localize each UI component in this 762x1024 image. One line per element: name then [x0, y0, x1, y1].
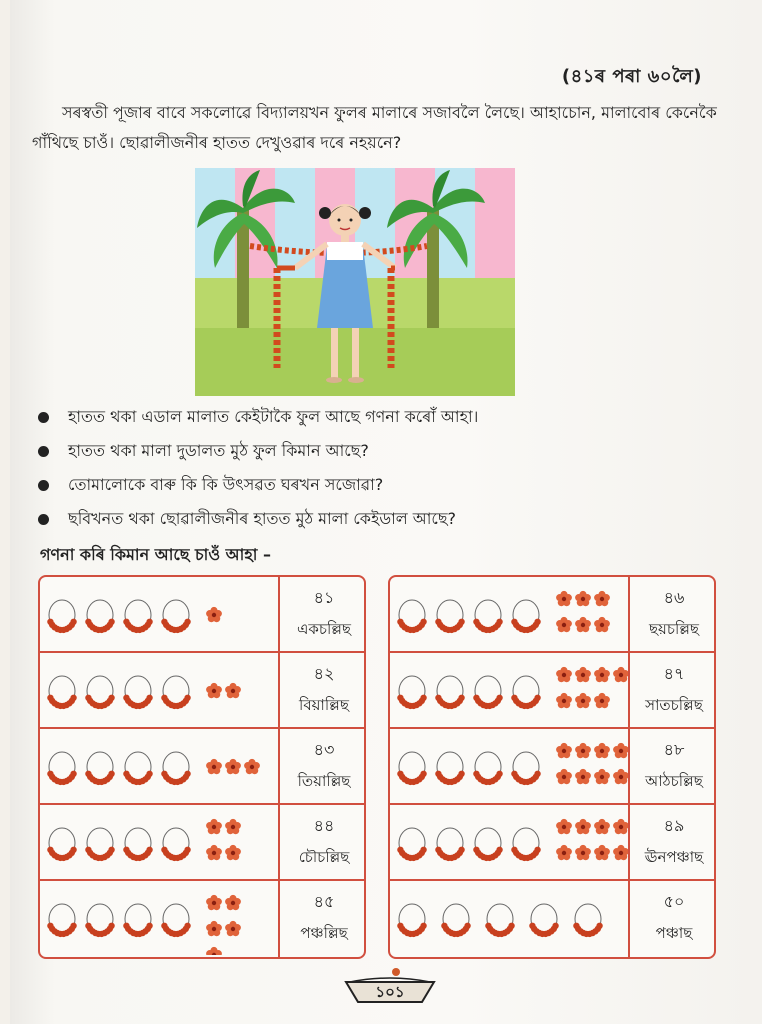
bullet-icon — [38, 480, 49, 491]
garland-icon — [473, 600, 503, 633]
garland-icon — [161, 904, 191, 937]
number-word: পঞ্চল্লিছ — [300, 924, 348, 942]
flower-icon — [225, 845, 241, 860]
number-label — [632, 729, 716, 803]
garland-icon — [123, 676, 153, 709]
count-row — [40, 577, 364, 653]
number-label — [282, 805, 366, 879]
flower-icon — [206, 921, 222, 936]
flower-icon — [244, 759, 260, 774]
intro-text: সৰস্বতী পূজাৰ বাবে সকলোৱে বিদ্যালয়খন ফুলৰ মালাৰে সজাবলৈ লৈছে। আহাচোন, মালাবোৰ কেনেকৈ গাঁথিছে চাওঁ। ছোৱালীজনীৰ হাতত দেখুওৱাৰ দৰে নহয়নে? — [32, 103, 717, 152]
garland-icon — [435, 752, 465, 785]
flower-icon — [206, 683, 222, 698]
number-word: চৌচল্লিছ — [298, 848, 350, 866]
flower-icon — [556, 617, 572, 632]
number-label — [632, 577, 716, 651]
garland-icon — [511, 752, 541, 785]
numeral: ৪৬ — [663, 588, 685, 607]
count-row — [390, 805, 714, 881]
garland-flower-picture — [390, 653, 630, 727]
flower-icon — [225, 759, 241, 774]
textbook-page — [10, 0, 762, 1024]
numeral: ৪৮ — [663, 740, 685, 759]
flower-icon — [594, 769, 610, 784]
number-label — [632, 805, 716, 879]
flower-icon — [613, 819, 628, 834]
counting-title: গণনা কৰি কিমান আছে চাওঁ আহা – — [40, 545, 271, 564]
garland-icon — [85, 752, 115, 785]
numeral: ৫০ — [663, 892, 685, 911]
garland-icon — [473, 676, 503, 709]
flower-icon — [225, 921, 241, 936]
flower-icon — [594, 693, 610, 708]
count-row — [390, 881, 714, 957]
flower-icon — [575, 667, 591, 682]
flower-icon — [594, 667, 610, 682]
garland-icon — [85, 676, 115, 709]
flower-icon — [594, 617, 610, 632]
flower-icon — [594, 743, 610, 758]
garland-flower-picture — [390, 577, 630, 651]
garland-flower-picture — [40, 653, 280, 727]
number-word: সাতচল্লিছ — [645, 696, 703, 714]
flower-icon — [613, 667, 628, 682]
garland-icon — [161, 676, 191, 709]
garland-icon — [47, 904, 77, 937]
flower-icon — [225, 819, 241, 834]
flower-icon — [556, 819, 572, 834]
garland-icon — [441, 904, 471, 937]
flower-icon — [575, 591, 591, 606]
question-item: তোমালোকে বাৰু কি কি উৎসৱত ঘৰখন সজোৱা? — [28, 468, 728, 502]
flower-icon — [556, 591, 572, 606]
number-label — [282, 653, 366, 727]
flower-icon — [206, 759, 222, 774]
numeral: ৪৪ — [313, 816, 335, 835]
garland-icon — [123, 600, 153, 633]
garland-icon — [397, 752, 427, 785]
question-item: ছবিখনত থকা ছোৱালীজনীৰ হাতত মুঠ মালা কেইডাল আছে? — [28, 502, 728, 536]
garland-icon — [435, 600, 465, 633]
numeral: ৪৫ — [313, 892, 335, 911]
flower-icon — [613, 743, 628, 758]
flower-icon — [556, 743, 572, 758]
garland-icon — [85, 904, 115, 937]
garland-icon — [161, 752, 191, 785]
count-row — [390, 653, 714, 729]
count-row — [390, 577, 714, 653]
garland-icon — [47, 676, 77, 709]
intro-paragraph — [32, 98, 732, 158]
count-row — [390, 729, 714, 805]
flower-icon — [225, 895, 241, 910]
garland-icon — [397, 828, 427, 861]
numeral: ৪৯ — [663, 816, 685, 835]
garland-icon — [85, 600, 115, 633]
number-word: পঞ্চাছ — [655, 924, 693, 942]
garland-icon — [47, 600, 77, 633]
garland-icon — [473, 752, 503, 785]
flower-icon — [556, 693, 572, 708]
garland-icon — [485, 904, 515, 937]
counting-table-right — [388, 575, 716, 959]
garland-icon — [435, 828, 465, 861]
numeral: ৪২ — [313, 664, 335, 683]
numeral: ৪৩ — [313, 740, 335, 759]
garland-flower-picture — [40, 805, 280, 879]
garland-icon — [123, 828, 153, 861]
garland-icon — [47, 828, 77, 861]
flower-icon — [206, 947, 222, 955]
flower-icon — [206, 895, 222, 910]
girl-with-garlands-illustration — [195, 168, 515, 396]
garland-icon — [397, 600, 427, 633]
flower-icon — [575, 769, 591, 784]
garland-flower-picture — [390, 805, 630, 879]
flower-icon — [556, 769, 572, 784]
flower-icon — [594, 591, 610, 606]
number-word: আঠচল্লিছ — [645, 772, 703, 790]
garland-icon — [473, 828, 503, 861]
flower-icon — [225, 683, 241, 698]
number-label — [632, 881, 716, 957]
flower-icon — [613, 769, 628, 784]
flower-icon — [594, 845, 610, 860]
garland-icon — [123, 752, 153, 785]
flower-icon — [206, 845, 222, 860]
number-word: ছয়চল্লিছ — [648, 620, 700, 638]
number-label — [632, 653, 716, 727]
flower-icon — [594, 819, 610, 834]
page-number-boat — [340, 962, 440, 1006]
bullet-icon — [38, 412, 49, 423]
flower-icon — [556, 845, 572, 860]
garland-icon — [161, 828, 191, 861]
garland-flower-picture — [390, 881, 630, 957]
number-word: তিয়াল্লিছ — [297, 772, 351, 790]
number-word: একচল্লিছ — [296, 620, 352, 638]
number-label — [282, 881, 366, 957]
garland-icon — [573, 904, 603, 937]
garland-icon — [397, 676, 427, 709]
count-row — [40, 653, 364, 729]
garland-flower-picture — [40, 881, 280, 957]
numeral: ৪১ — [313, 588, 335, 607]
flower-icon — [206, 607, 222, 622]
number-word: ঊনপঞ্চাছ — [644, 848, 704, 866]
flower-icon — [575, 743, 591, 758]
lesson-range-header: (৪১ৰ পৰা ৬০লৈ) — [561, 66, 702, 87]
numeral: ৪৭ — [663, 664, 685, 683]
flower-icon — [575, 693, 591, 708]
garland-icon — [511, 600, 541, 633]
garland-icon — [161, 600, 191, 633]
garland-icon — [397, 904, 427, 937]
count-row — [40, 881, 364, 957]
page-number: ১০১ — [375, 983, 405, 1001]
question-item: হাতত থকা মালা দুডালত মুঠ ফুল কিমান আছে? — [28, 434, 728, 468]
number-label — [282, 729, 366, 803]
garland-icon — [435, 676, 465, 709]
bullet-icon — [38, 514, 49, 525]
flower-icon — [575, 819, 591, 834]
counting-table-left — [38, 575, 366, 959]
garland-flower-picture — [40, 729, 280, 803]
garland-icon — [123, 904, 153, 937]
flower-icon — [613, 845, 628, 860]
flower-icon — [556, 667, 572, 682]
garland-icon — [47, 752, 77, 785]
number-label — [282, 577, 366, 651]
bullet-icon — [38, 446, 49, 457]
garland-icon — [529, 904, 559, 937]
number-word: বিয়াল্লিছ — [299, 696, 349, 714]
count-row — [40, 729, 364, 805]
count-row — [40, 805, 364, 881]
garland-icon — [511, 676, 541, 709]
flower-icon — [206, 819, 222, 834]
question-item: হাতত থকা এডাল মালাত কেইটাকৈ ফুল আছে গণনা কৰোঁ আহা। — [28, 400, 728, 434]
garland-flower-picture — [390, 729, 630, 803]
garland-icon — [511, 828, 541, 861]
flower-icon — [575, 617, 591, 632]
garland-icon — [85, 828, 115, 861]
flower-icon — [575, 845, 591, 860]
question-list — [28, 400, 728, 536]
garland-flower-picture — [40, 577, 280, 651]
